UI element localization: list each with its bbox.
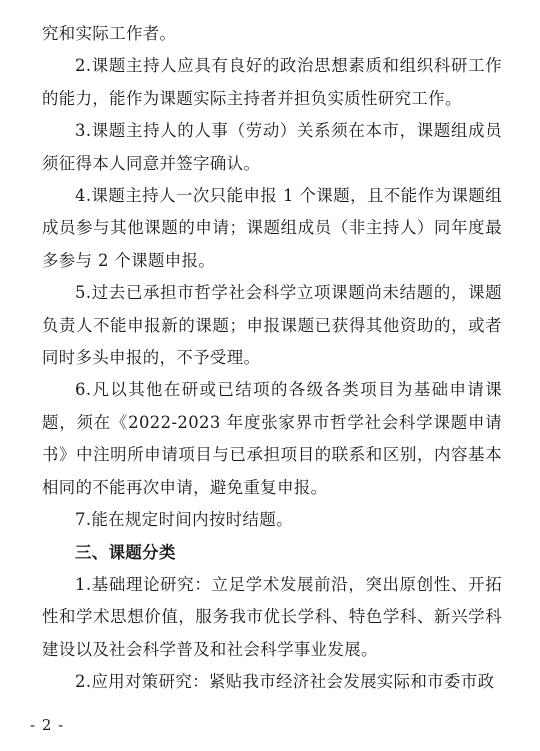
page-number: - 2 - [30,716,65,734]
category-item-1: 1.基础理论研究：立足学术发展前沿，突出原创性、开拓性和学术思想价值，服务我市优长学科、特色学科、新兴学科建设以及社会科学普及和社会科学事业发展。 [42,574,502,659]
document-body [42,18,502,699]
paragraph-item-3: 3.课题主持人的人事（劳动）关系须在本市，课题组成员须征得本人同意并签字确认。 [42,121,502,173]
paragraph-item-2: 2.课题主持人应具有良好的政治思想素质和组织科研工作的能力，能作为课题实际主持者并担负实质性研究工作。 [42,56,502,108]
category-item-2: 2.应用对策研究：紧贴我市经济社会发展实际和市委市政 [75,672,495,692]
paragraph-continuation: 究和实际工作者。 [42,24,177,43]
paragraph-item-5: 5.过去已承担市哲学社会科学立项课题尚未结题的，课题负责人不能申报新的课题；申报课题已获得其他资助的，或者同时多头申报的，不予受理。 [42,283,502,368]
paragraph-item-4: 4.课题主持人一次只能申报 1 个课题，且不能作为课题组成员参与其他课题的申请；课题组成员（非主持人）同年度最多参与 2 个课题申报。 [42,186,502,270]
paragraph-item-6: 6.凡以其他在研或已结项的各级各类项目为基础申请课题，须在《2022-2023 年度张家界市哲学社会科学课题申请书》中注明所申请项目与已承担项目的联系和区别，内容基本相同的不能再次申请，避免重复申报。 [42,380,502,497]
paragraph-item-7: 7.能在规定时间内按时结题。 [75,510,293,530]
section-heading: 三、课题分类 [75,542,176,562]
